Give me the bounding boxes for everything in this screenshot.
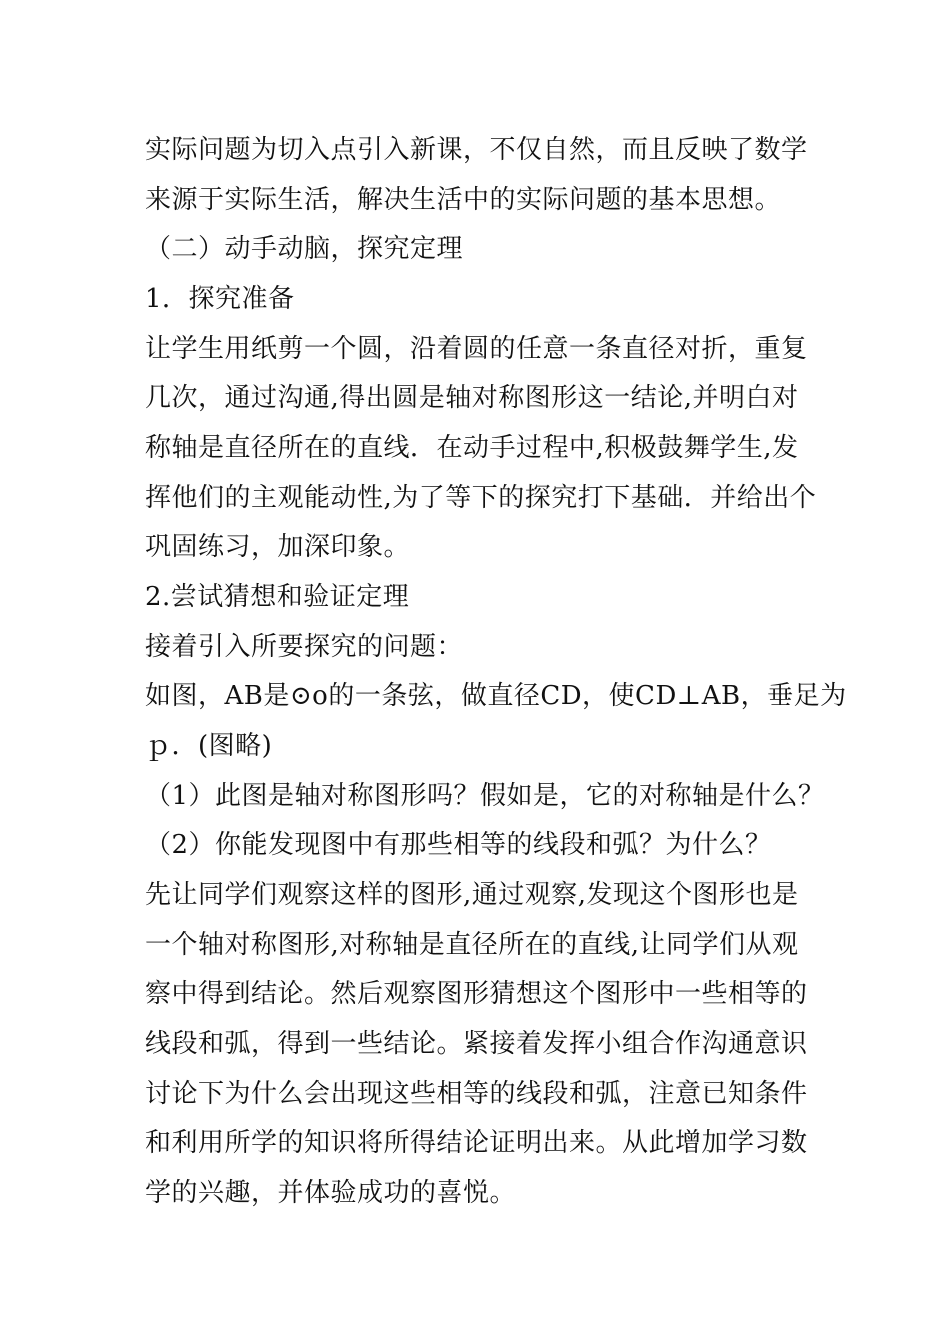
question-line: （1）此图是轴对称图形吗？假如是，它的对称轴是什么？ xyxy=(145,781,825,811)
paragraph-line: 一个轴对称图形,对称轴是直径所在的直线,让同学们从观 xyxy=(145,930,799,960)
question-line: （2）你能发现图中有那些相等的线段和弧？为什么？ xyxy=(145,830,772,860)
paragraph-line: 讨论下为什么会出现这些相等的线段和弧，注意已知条件 xyxy=(145,1079,808,1109)
paragraph-line: 挥他们的主观能动性,为了等下的探究打下基础．并给出个 xyxy=(145,483,817,513)
paragraph-line: 几次，通过沟通,得出圆是轴对称图形这一结论,并明白对 xyxy=(145,383,799,413)
paragraph-line: 实际问题为切入点引入新课，不仅自然，而且反映了数学 xyxy=(145,135,808,165)
subsection-heading: 1．探究准备 xyxy=(145,284,295,314)
paragraph-line: 巩固练习，加深印象。 xyxy=(145,532,411,562)
section-heading: （二）动手动脑，探究定理 xyxy=(145,234,464,264)
paragraph-line: 如图，AB是⊙o的一条弦，做直径CD，使CD⊥AB，垂足为 xyxy=(145,681,847,711)
paragraph-line: 接着引入所要探究的问题： xyxy=(145,632,464,662)
paragraph-line: 称轴是直径所在的直线．在动手过程中,积极鼓舞学生,发 xyxy=(145,433,799,463)
paragraph-line: 来源于实际生活，解决生活中的实际问题的基本思想。 xyxy=(145,185,782,215)
paragraph-line: 察中得到结论。然后观察图形猜想这个图形中一些相等的 xyxy=(145,979,808,1009)
paragraph-line: 学的兴趣，并体验成功的喜悦。 xyxy=(145,1178,517,1208)
paragraph-line: 和利用所学的知识将所得结论证明出来。从此增加学习数 xyxy=(145,1128,808,1158)
paragraph-line: 线段和弧，得到一些结论。紧接着发挥小组合作沟通意识 xyxy=(145,1029,808,1059)
paragraph-line: 让学生用纸剪一个圆，沿着圆的任意一条直径对折，重复 xyxy=(145,334,808,364)
paragraph-line: 先让同学们观察这样的图形,通过观察,发现这个图形也是 xyxy=(145,880,799,910)
paragraph-line: ｐ．(图略) xyxy=(145,731,273,761)
subsection-heading: 2.尝试猜想和验证定理 xyxy=(145,582,410,612)
